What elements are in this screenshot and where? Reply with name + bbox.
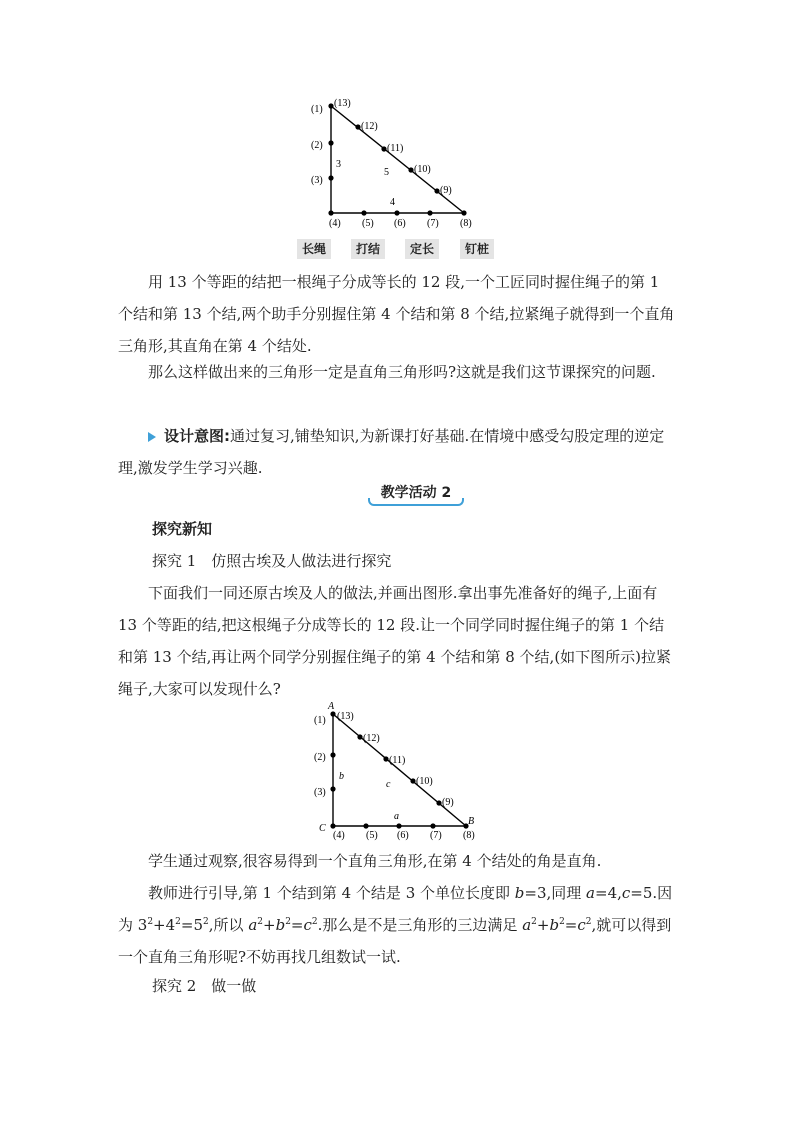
knot-label-10: (10)	[416, 776, 433, 787]
knot-label-3: (3)	[314, 787, 326, 798]
knot-label-7: (7)	[430, 830, 442, 841]
knot-label-6: (6)	[394, 218, 406, 229]
knot-label-7: (7)	[427, 218, 439, 229]
knot-label-9: (9)	[440, 185, 452, 196]
knot-label-2: (2)	[311, 140, 323, 151]
activity-title	[368, 482, 464, 508]
knot-label-4: (4)	[329, 218, 341, 229]
side-label-5: 5	[384, 167, 389, 178]
tool-label-measure: 定长	[405, 239, 439, 259]
knot-label-10: (10)	[414, 164, 431, 175]
knot-label-2: (2)	[314, 752, 326, 763]
design-intent-text: 通过复习,铺垫知识,为新课打好基础.在情境中感受勾股定理的逆定理,激发学生学习兴趣.	[118, 427, 665, 477]
rope-triangle-figure-2	[300, 700, 490, 842]
design-intent-label: 设计意图:	[164, 427, 230, 445]
tool-label-stake: 钉桩	[460, 239, 494, 259]
tool-label-knot: 打结	[351, 239, 385, 259]
knot-label-1: (1)	[311, 104, 323, 115]
paragraph-observe: 学生通过观察,很容易得到一个直角三角形,在第 4 个结处的角是直角.	[148, 852, 602, 870]
knot-label-1: (1)	[314, 715, 326, 726]
knot-label-12: (12)	[363, 733, 380, 744]
side-label-3: 3	[336, 159, 341, 170]
knot-label-5: (5)	[362, 218, 374, 229]
side-label-b: b	[339, 771, 344, 782]
paragraph-guide: 教师进行引导,第 1 个结到第 4 个结是 3 个单位长度即 b=3,同理 a=4,c=5.因为 $3^2+4^2=5^2$,所以 $a^2+b^2=c^2$.那么是不是三角形的三边满足 $a^2+b^2=c^2$,就可以得到一个直角三角形呢?不妨再找几组数试一试.	[118, 884, 673, 966]
section-heading	[152, 513, 712, 545]
paragraph-question: 那么这样做出来的三角形一定是直角三角形吗?这就是我们这节课探究的问题.	[148, 363, 656, 381]
knot-label-11: (11)	[389, 755, 406, 766]
triangle-arrow-icon	[148, 432, 156, 442]
section-heading-text: 探究新知	[152, 520, 213, 538]
knot-label-13: (13)	[337, 711, 354, 722]
side-label-4: 4	[390, 197, 395, 208]
design-intent	[118, 420, 678, 484]
tool-label-row	[297, 239, 497, 259]
explore-1-heading: 探究 1 仿照古埃及人做法进行探究	[152, 552, 392, 570]
vertex-label-B: B	[468, 816, 475, 827]
knot-label-3: (3)	[311, 175, 323, 186]
paragraph-reconstruct: 下面我们一同还原古埃及人的做法,并画出图形.拿出事先准备好的绳子,上面有 13 个等距的结,把这根绳子分成等长的 12 段.让一个同学同时握住绳子的第 1 个结和第 13 个结,再让两个同学分别握住绳子的第 4 个结和第 8 个结,(如下图所示)拉紧绳子,大家可以发现什么?	[118, 584, 672, 698]
paragraph-rope-method: 用 13 个等距的结把一根绳子分成等长的 12 段,一个工匠同时握住绳子的第 1 个结和第 13 个结,两个助手分别握住第 4 个结和第 8 个结,拉紧绳子就得到一个直角三角形,其直角在第 4 个结处.	[118, 273, 675, 355]
knot-label-9: (9)	[442, 797, 454, 808]
activity-title-underline	[368, 498, 464, 506]
knot-label-6: (6)	[397, 830, 409, 841]
knot-label-8: (8)	[463, 830, 475, 841]
knot-label-12: (12)	[361, 121, 378, 132]
side-label-a: a	[394, 811, 399, 822]
knot-label-4: (4)	[333, 830, 345, 841]
knot-label-13: (13)	[334, 98, 351, 109]
knot-label-5: (5)	[366, 830, 378, 841]
vertex-label-C: C	[319, 823, 326, 834]
tool-label-rope: 长绳	[297, 239, 331, 259]
activity-title-text: 教学活动 2	[380, 485, 452, 501]
knot-label-11: (11)	[387, 143, 404, 154]
explore-2-heading: 探究 2 做一做	[152, 977, 257, 995]
side-label-c: c	[386, 779, 391, 790]
vertex-label-A: A	[328, 701, 335, 712]
rope-triangle-figure-1	[300, 96, 490, 232]
knot-label-8: (8)	[460, 218, 472, 229]
